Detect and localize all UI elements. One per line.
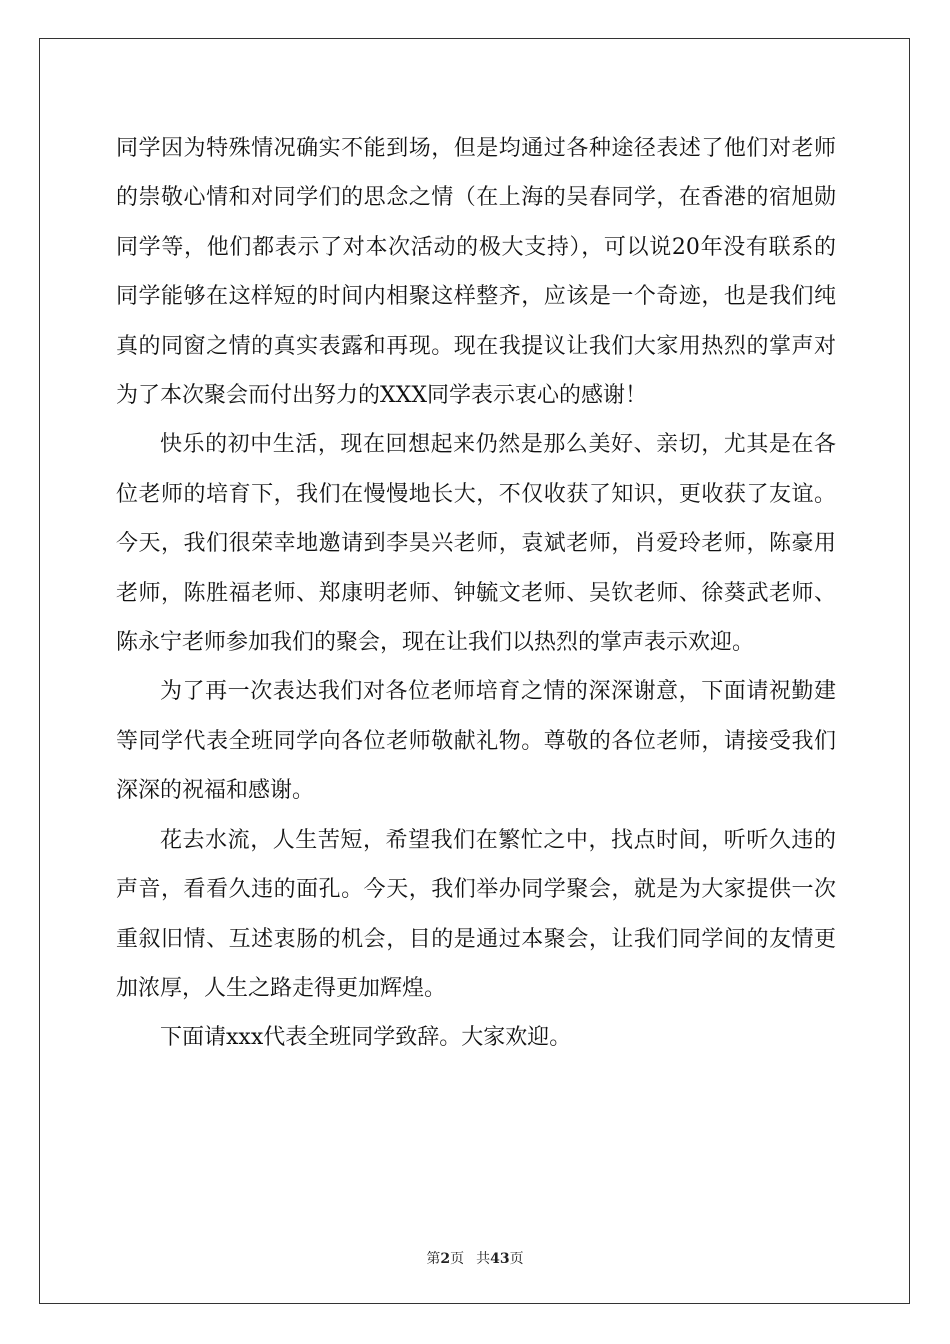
footer-page-total: 43 [490,1251,510,1267]
footer-page-prefix: 第 [426,1251,441,1267]
paragraph-2: 快乐的初中生活，现在回想起来仍然是那么美好、亲切，尤其是在各位老师的培育下，我们在慢慢地长大，不仅收获了知识，更收获了友谊。今天，我们很荣幸地邀请到李昊兴老师，袁斌老师，肖爱玲老师，陈豪用老师，陈胜福老师、郑康明老师、钟毓文老师、吴钦老师、徐葵武老师、陈永宁老师参加我们的聚会，现在让我们以热烈的掌声表示欢迎。 [116,432,836,656]
footer-total-prefix: 共 [476,1251,491,1267]
footer-page-suffix: 页 [450,1251,465,1267]
page-footer [0,1248,950,1268]
footer-page-current: 2 [440,1251,451,1267]
footer-total-suffix: 页 [509,1251,524,1267]
paragraph-3: 为了再一次表达我们对各位老师培育之情的深深谢意，下面请祝勤建等同学代表全班同学向各位老师敬献礼物。尊敬的各位老师，请接受我们深深的祝福和感谢。 [116,679,836,804]
paragraph-4: 花去水流，人生苦短，希望我们在繁忙之中，找点时间，听听久违的声音，看看久违的面孔。今天，我们举办同学聚会，就是为大家提供一次重叙旧情、互述衷肠的机会，目的是通过本聚会，让我们同学间的友情更加浓厚，人生之路走得更加辉煌。 [116,827,836,1001]
paragraph-5: 下面请xxx代表全班同学致辞。大家欢迎。 [160,1025,572,1051]
document-body [116,124,836,1063]
paragraph-1: 同学因为特殊情况确实不能到场，但是均通过各种途径表述了他们对老师的崇敬心情和对同学们的思念之情（在上海的吴春同学，在香港的宿旭勋同学等，他们都表示了对本次活动的极大支持），可以说20年没有联系的同学能够在这样短的时间内相聚这样整齐，应该是一个奇迹，也是我们纯真的同窗之情的真实表露和再现。现在我提议让我们大家用热烈的掌声对为了本次聚会而付出努力的XXX同学表示衷心的感谢！ [116,136,836,409]
